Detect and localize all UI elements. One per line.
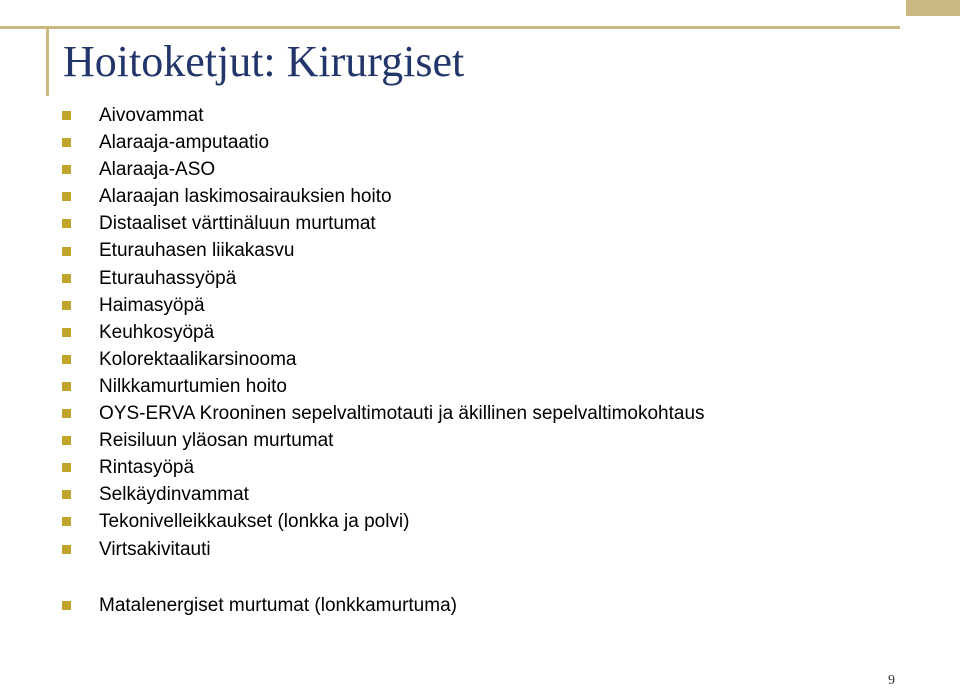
square-bullet-icon bbox=[62, 165, 71, 174]
list-item bbox=[62, 481, 705, 508]
list-item bbox=[62, 400, 705, 427]
square-bullet-icon bbox=[62, 301, 71, 310]
list-item-text: Alaraaja-amputaatio bbox=[99, 132, 270, 154]
list-item-text: OYS-ERVA Krooninen sepelvaltimotauti ja äkillinen sepelvaltimokohtaus bbox=[99, 403, 705, 425]
list-item-text: Rintasyöpä bbox=[99, 457, 195, 479]
list-item-text: Haimasyöpä bbox=[99, 294, 205, 316]
list-item bbox=[62, 265, 705, 292]
square-bullet-icon bbox=[62, 409, 71, 418]
square-bullet-icon bbox=[62, 328, 71, 337]
list-item-text: Nilkkamurtumien hoito bbox=[99, 375, 287, 397]
list-item bbox=[62, 156, 705, 183]
square-bullet-icon bbox=[62, 382, 71, 391]
list-item bbox=[62, 292, 705, 319]
list-item bbox=[62, 319, 705, 346]
list-item bbox=[62, 508, 705, 535]
square-bullet-icon bbox=[62, 517, 71, 526]
list-item bbox=[62, 210, 705, 237]
page-number: 9 bbox=[888, 673, 895, 688]
list-item-text: Reisiluun yläosan murtumat bbox=[99, 430, 334, 452]
list-item bbox=[62, 454, 705, 481]
list-item bbox=[62, 373, 705, 400]
list-item-text: Keuhkosyöpä bbox=[99, 321, 215, 343]
bullet-list bbox=[62, 102, 705, 616]
list-item bbox=[62, 427, 705, 454]
list-item bbox=[62, 129, 705, 156]
square-bullet-icon bbox=[62, 111, 71, 120]
top-rule bbox=[0, 26, 900, 29]
list-item-text: Tekonivelleikkaukset (lonkka ja polvi) bbox=[99, 511, 410, 533]
square-bullet-icon bbox=[62, 463, 71, 472]
square-bullet-icon bbox=[62, 138, 71, 147]
left-rule bbox=[46, 26, 49, 96]
list-item-text: Matalenergiset murtumat (lonkkamurtuma) bbox=[99, 595, 457, 616]
list-item-text: Distaaliset värttinäluun murtumat bbox=[99, 213, 376, 235]
square-bullet-icon bbox=[62, 436, 71, 445]
list-item-extra bbox=[62, 592, 762, 619]
slide-title: Hoitoketjut: Kirurgiset bbox=[63, 37, 465, 86]
list-item-text: Alaraaja-ASO bbox=[99, 159, 216, 181]
list-item-text: Selkäydinvammat bbox=[99, 484, 249, 506]
square-bullet-icon bbox=[62, 219, 71, 228]
list-item bbox=[62, 346, 705, 373]
square-bullet-icon bbox=[62, 192, 71, 201]
list-item bbox=[62, 237, 705, 264]
list-item-text: Aivovammat bbox=[99, 105, 204, 126]
square-bullet-icon bbox=[62, 545, 71, 554]
list-item-text: Alaraajan laskimosairauksien hoito bbox=[99, 186, 392, 208]
corner-decoration bbox=[906, 0, 960, 16]
square-bullet-icon bbox=[62, 601, 71, 610]
list-item-text: Virtsakivitauti bbox=[99, 538, 211, 560]
list-item-text: Eturauhasen liikakasvu bbox=[99, 240, 295, 262]
list-item bbox=[62, 102, 705, 129]
list-item bbox=[62, 183, 705, 210]
list-item-text: Kolorektaalikarsinooma bbox=[99, 348, 297, 370]
square-bullet-icon bbox=[62, 490, 71, 499]
square-bullet-icon bbox=[62, 355, 71, 364]
square-bullet-icon bbox=[62, 274, 71, 283]
list-item bbox=[62, 536, 705, 563]
list-item-text: Eturauhassyöpä bbox=[99, 267, 237, 289]
square-bullet-icon bbox=[62, 247, 71, 256]
